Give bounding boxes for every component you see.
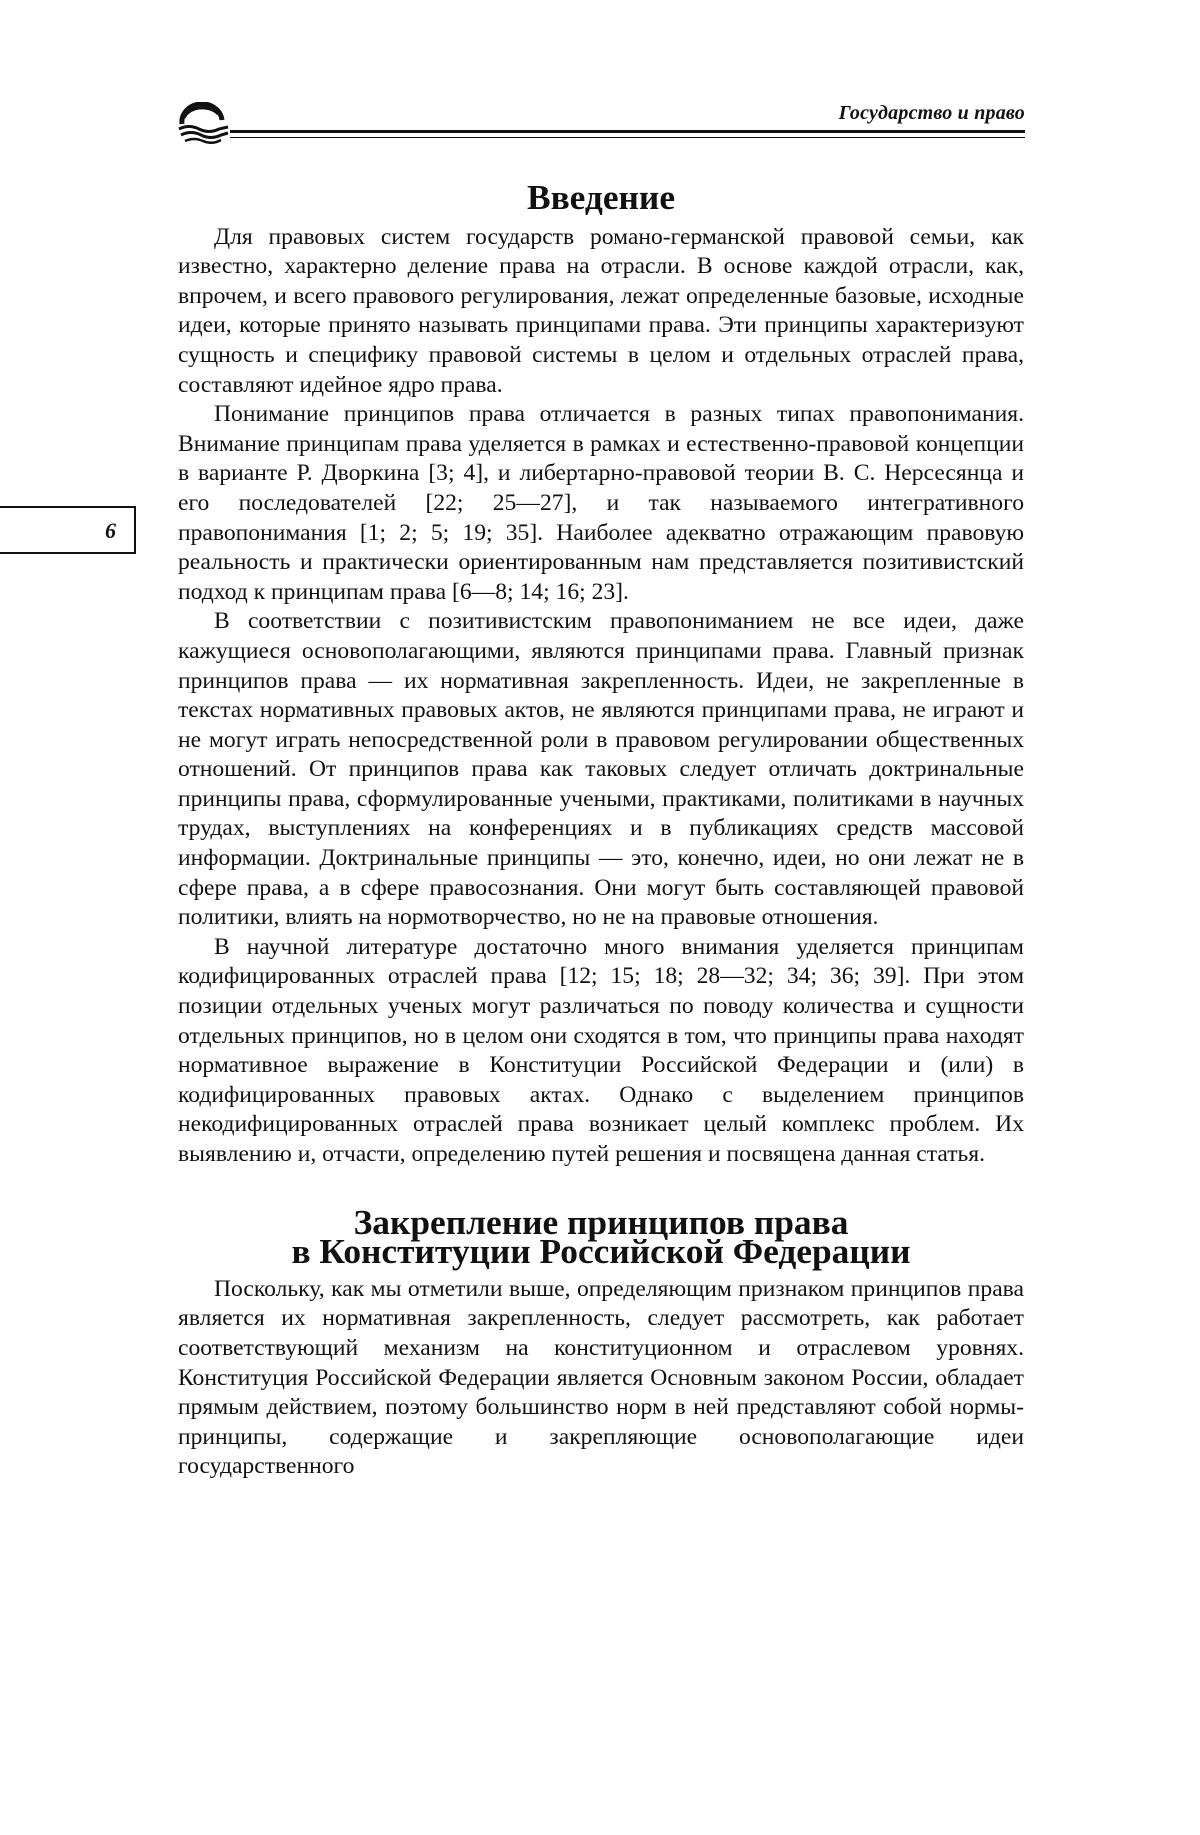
paragraph: В соответствии с позитивистским правопониманием не все идеи, даже кажущиеся основополагающими, являются принципами права. Главный признак принципов права — их нормативная закрепленность. Идеи, не закрепленные в текстах нормативных правовых актов, не являются принципами права, не играют и не могут играть непосредственной роли в правовом регулировании общественных отношений. От принципов права как таковых следует отличать доктринальные принципы права, сформулированные учеными, практиками, политиками в научных трудах, выступлениях на конференциях и в публикациях средств массовой информации. Доктринальные принципы — это, конечно, идеи, но они лежат не в сфере права, а в сфере правосознания. Они могут быть составляющей правовой политики, влиять на нормотворчество, но не на правовые отношения. bbox=[178, 608, 1024, 931]
heading-line: Введение bbox=[526, 177, 676, 217]
page-number-tab bbox=[0, 506, 136, 554]
paragraph: Поскольку, как мы отметили выше, определяющим признаком принципов права является их нормативная закрепленность, следует рассмотреть, как работает соответствующий механизм на конституционном и отраслевом уровнях. Конституция Российской Федерации является Основным законом России, обладает прямым действием, поэтому большинство норм в ней представляют собой нормы-принципы, содержащие и закрепляющие основополагающие идеи государственного bbox=[178, 1275, 1024, 1480]
heading-line: Закрепление принципов права bbox=[353, 1201, 849, 1242]
heading-line: в Конституции Российской Федерации bbox=[291, 1231, 911, 1272]
page-number: 6 bbox=[105, 518, 116, 543]
header-rule-thin bbox=[230, 137, 1025, 138]
paragraph: В научной литературе достаточно много внимания уделяется принципам кодифицированных отраслей права [12; 15; 18; 28—32; 34; 36; 39]. При этом позиции отдельных ученых могут различаться по поводу количества и сущности отдельных принципов, но в целом они сходятся в том, что принципы права находят нормативное выражение в Конституции Российской Федерации и (или) в кодифицированных правовых актах. Однако с выделением принципов некодифицированных отраслей права возникает целый комплекс проблем. Их выявлению и, отчасти, определению путей решения и посвящена данная статья. bbox=[178, 933, 1024, 1167]
running-header bbox=[170, 92, 1025, 148]
article-body bbox=[178, 177, 1024, 1482]
section-heading-introduction bbox=[178, 177, 1024, 217]
section-heading-constitution bbox=[178, 1201, 1024, 1272]
paragraph: Понимание принципов права отличается в разных типах правопонимания. Внимание принципам права уделяется в рамках и естественно-правовой концепции в варианте Р. Дворкина [3; 4], и либертарно-правовой теории В. С. Нерсесянца и его последователей [22; 25—27], и так называемого интегративного правопонимания [1; 2; 5; 19; 35]. Наиболее адекватно отражающим правовую реальность и практически ориентированным нам представляется позитивистский подход к принципам права [6—8; 14; 16; 23]. bbox=[178, 401, 1024, 605]
journal-title: Государство и право bbox=[838, 102, 1025, 124]
header-rule-thick bbox=[230, 130, 1025, 133]
wave-globe-logo-icon bbox=[174, 102, 230, 148]
paragraph: Для правовых систем государств романо-германской правовой семьи, как известно, характерно деление права на отрасли. В основе каждой отрасли, как, впрочем, и всего правового регулирования, лежат определенные базовые, исходные идеи, которые принято называть принципами права. Эти принципы характеризуют сущность и специфику правовой системы в целом и отдельных отраслей права, составляют идейное ядро права. bbox=[178, 223, 1024, 398]
